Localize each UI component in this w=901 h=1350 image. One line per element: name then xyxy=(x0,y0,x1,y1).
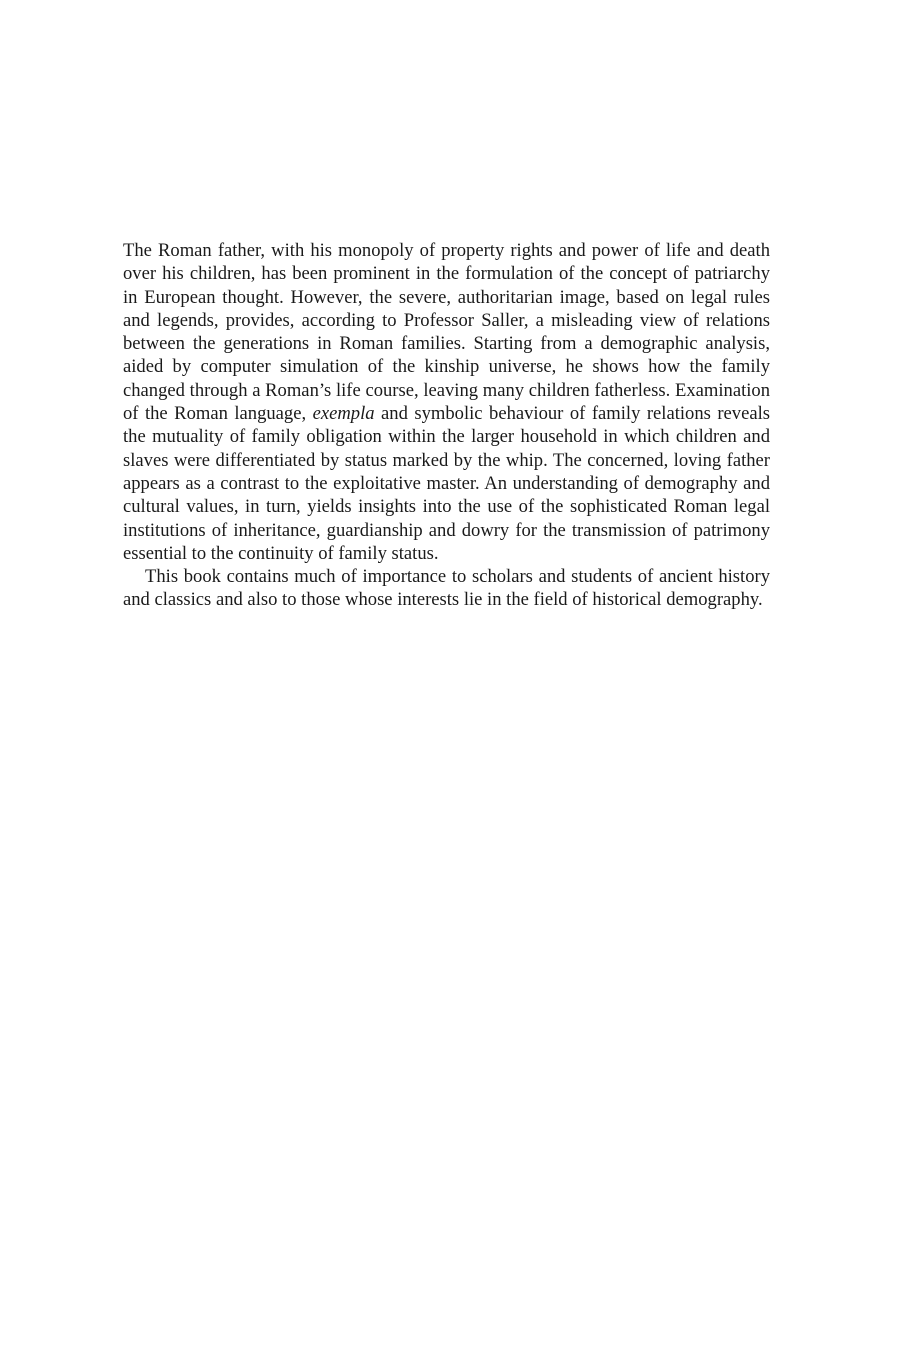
description-paragraph-2: This book contains much of importance to scholars and students of ancient history and classics and also to those whose interests lie in the field of historical demography. xyxy=(123,566,770,611)
paragraph-1-text-end: and symbolic behaviour of family relations reveals the mutuality of family obligation within the larger household in which children and slaves were differentiated by status marked by the whip. The concerned, loving father appears as a contrast to the exploitative master. An understanding of demography and cultural values, in turn, yields insights into the use of the sophisticated Roman legal institutions of inheritance, guardianship and dowry for the transmission of patrimony essential to the continuity of family status. xyxy=(123,403,770,564)
description-paragraph-1 xyxy=(123,239,770,565)
paragraph-1-text-start: The Roman father, with his monopoly of property rights and power of life and death over his children, has been prominent in the formulation of the concept of patriarchy in European thought. However, the severe, authoritarian image, based on legal rules and legends, provides, according to Professor Saller, a misleading view of relations between the generations in Roman families. Starting from a demographic analysis, aided by computer simulation of the kinship universe, he shows how the family changed through a Roman’s life course, leaving many children fatherless. Examination of the Roman language, xyxy=(123,240,770,425)
italic-term-exempla: exempla xyxy=(312,403,375,425)
book-description xyxy=(123,239,770,612)
